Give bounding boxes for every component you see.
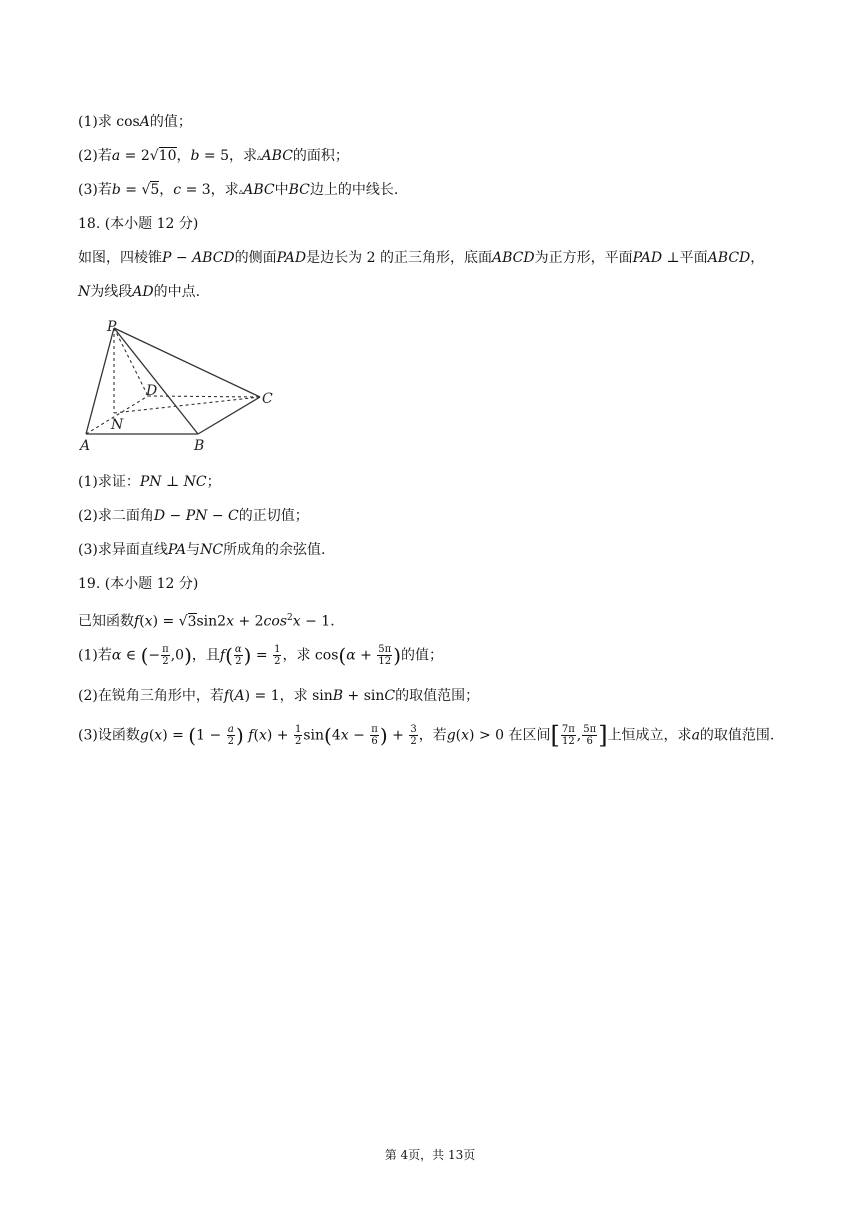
q18-part3: (3)求异面直线PA与NC所成角的余弦值.	[78, 542, 326, 558]
q19-header: 19. (本小题 12 分)	[78, 576, 199, 592]
label-C: C	[262, 391, 273, 407]
q18-header: 18. (本小题 12 分)	[78, 216, 199, 232]
q19-stem: 已知函数$f(x) = √3\sin 2x + 2\cos^2x - 1$.	[78, 613, 335, 630]
page-footer: 第 4页，共 13页	[384, 1148, 476, 1162]
q18-stem-line1: 如图，四棱锥P − ABCD的侧面PAD是边长为 2 的正三角形，底面ABCD为正方形，平面PAD ⊥平面ABCD，	[78, 250, 765, 266]
label-N: N	[111, 417, 124, 433]
pyramid-figure	[70, 312, 290, 462]
q19-part1: (1)若α ∈ (− $\frac{\pi}{2}$ ,0)，且f( $\frac{\alpha}{2}$ ) = $\frac{1}{2}$ ，求 cos(α + $\frac{5\pi}{12}$ )的值；	[78, 643, 444, 668]
q18-part1: (1)求证：PN ⊥ NC；	[78, 474, 221, 490]
q18-part2: (2)求二面角D − PN − C的正切值；	[78, 508, 309, 524]
label-A: A	[80, 438, 91, 454]
label-P: P	[107, 319, 117, 335]
q17-part2: (2)若a = 2√10，b = 5，求▵ABC的面积；	[78, 148, 349, 164]
label-D: D	[146, 383, 158, 399]
q19-part2: (2)在锐角三角形中，若f(A) = 1，求 sinB + sinC的取值范围；	[78, 688, 480, 704]
q18-stem-line2: N为线段AD的中点.	[78, 284, 201, 300]
label-B: B	[194, 438, 205, 454]
q19-part3: (3)设函数g(x) = (1 − $\frac{a}{2}$ ) f(x) + $\frac{1}{2}$ sin(4x − $\frac{\pi}{6}$ ) + $\frac{3}{2}$ ，若g(x) > 0 在区间[ $\frac{7\pi}{12}$ , $\frac{5\pi}{6}$ ]上恒成立，求a的取值范围.	[78, 721, 775, 750]
q17-part1: (1)求 cosA的值；	[78, 114, 192, 130]
q17-part3: (3)若b = √5，c = 3，求▵ABC中BC边上的中线长.	[78, 182, 399, 198]
